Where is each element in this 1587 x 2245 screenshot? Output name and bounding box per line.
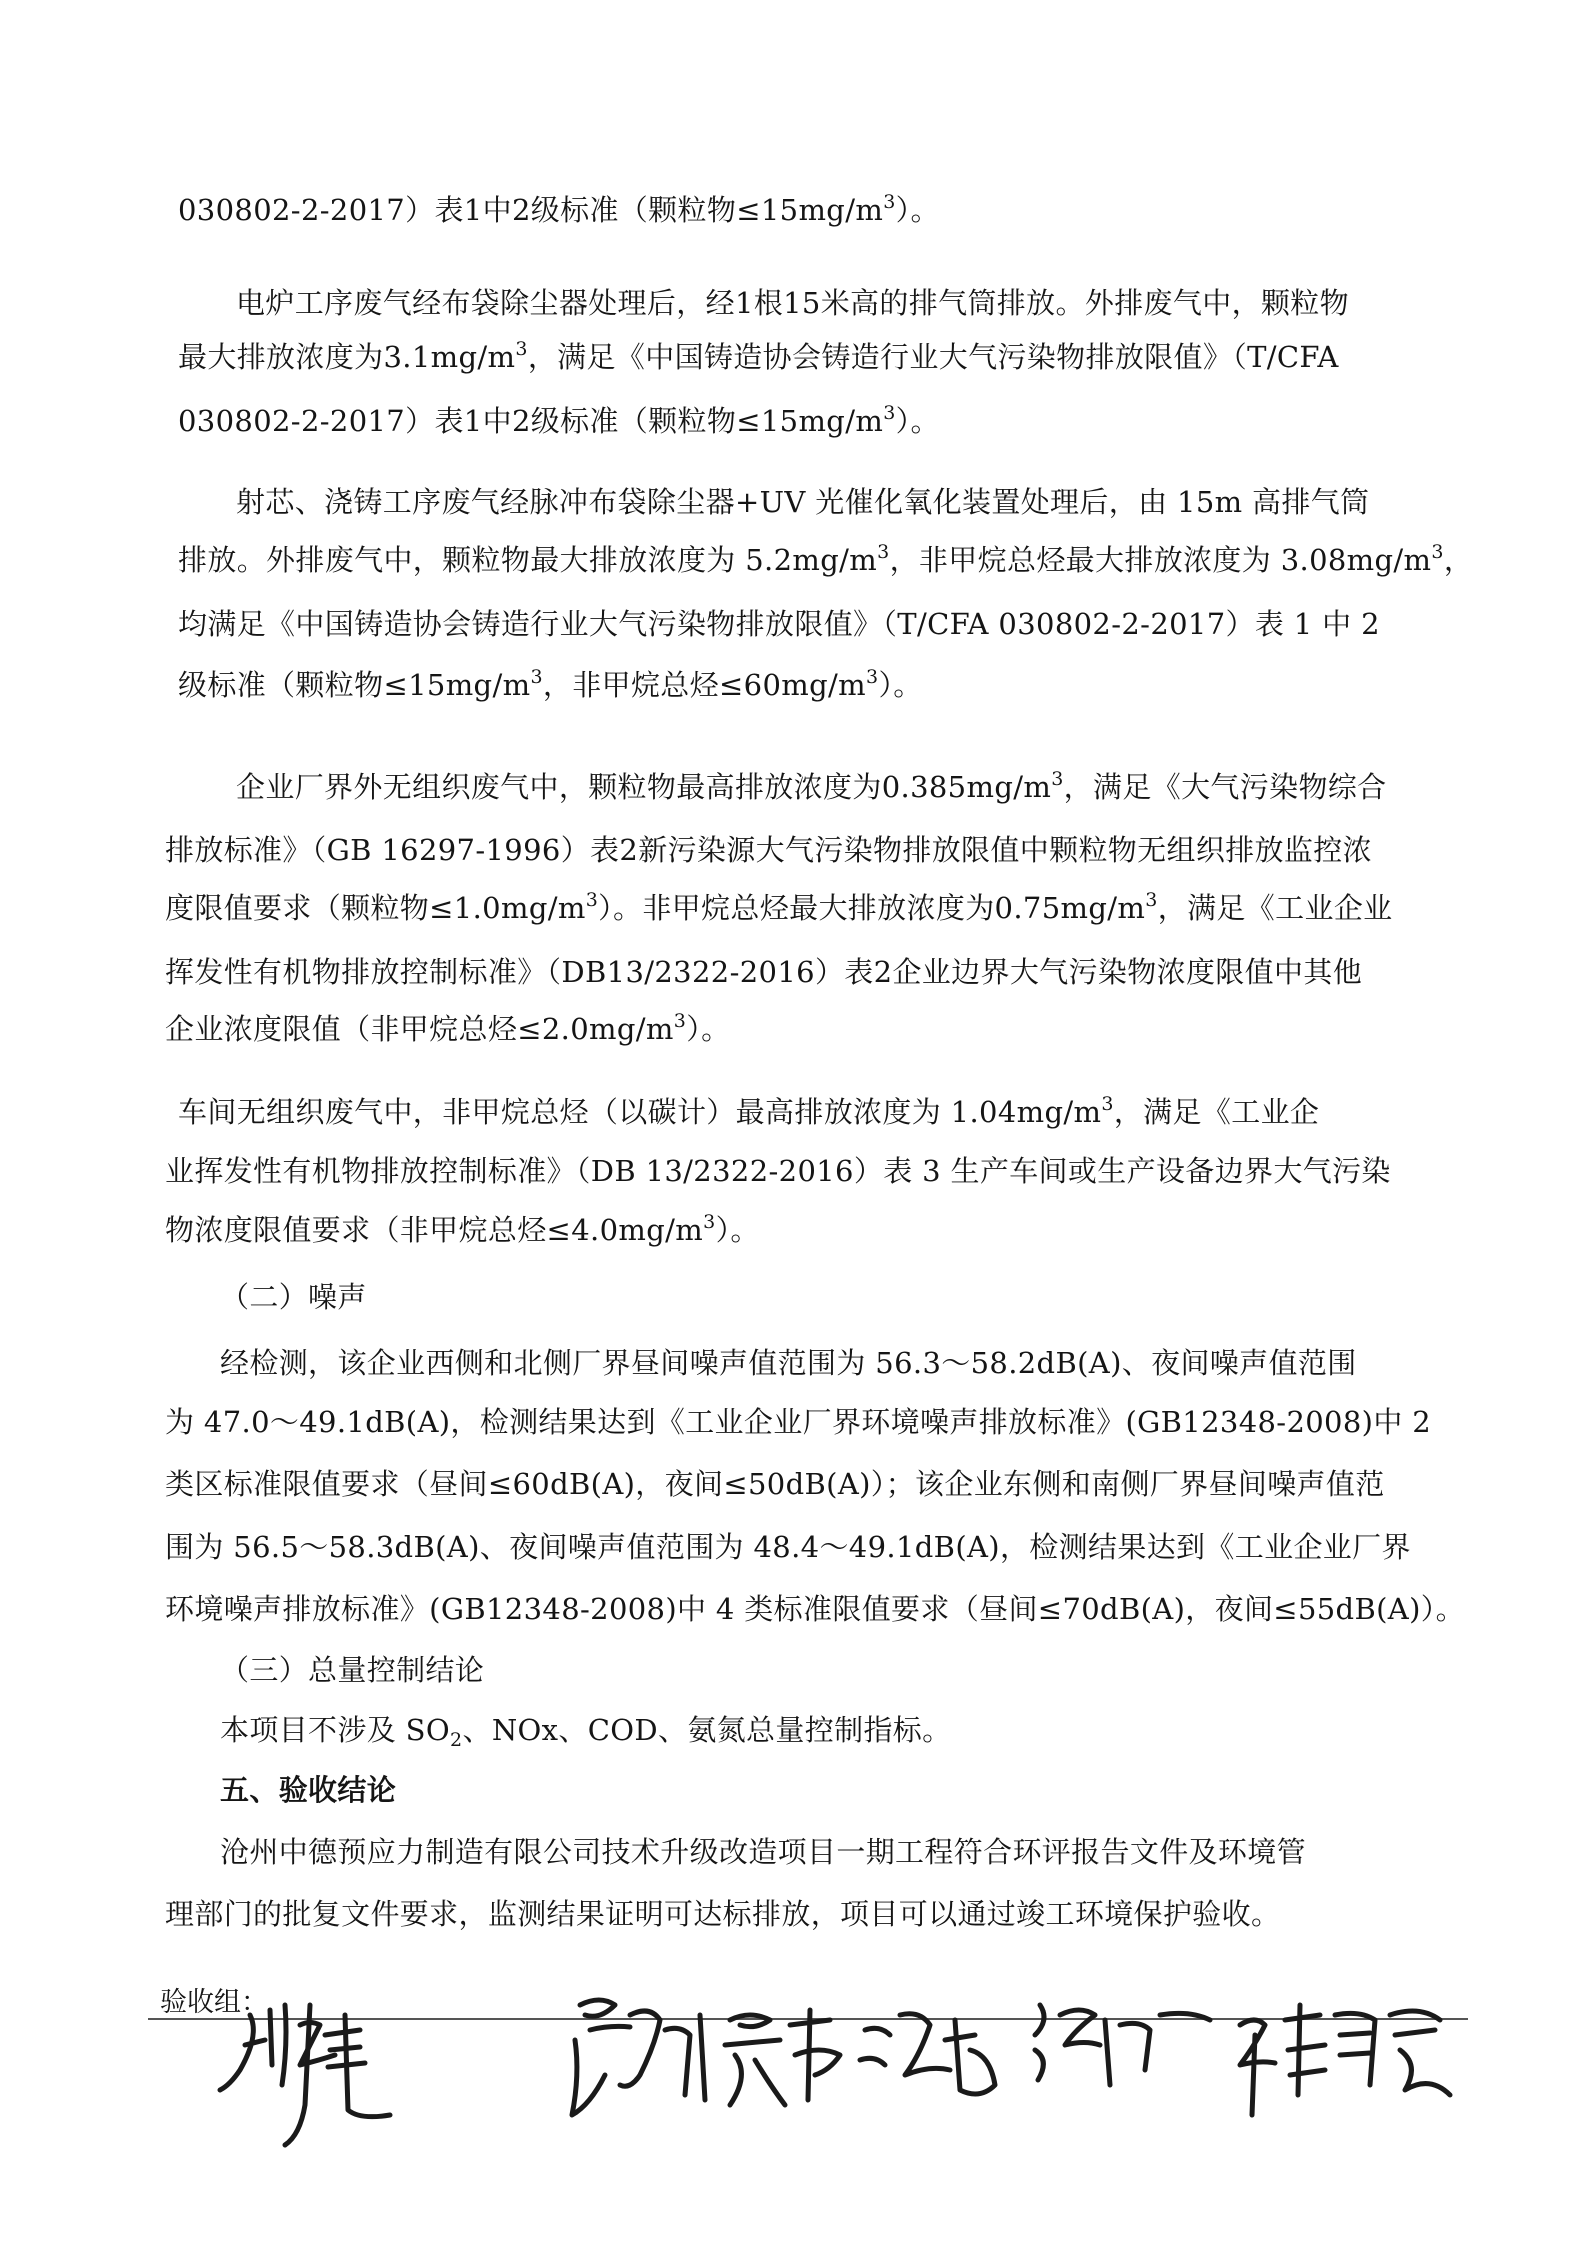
- text-line: 030802-2-2017）表1中2级标准（颗粒物$\le 15mg/m^3$）。: [178, 402, 940, 438]
- text-line: 企业厂界外无组织废气中，颗粒物最高排放浓度为$0.385mg/m^3$，满足《大气污染物综合: [236, 768, 1387, 804]
- text-line: 经检测，该企业西侧和北侧厂界昼间噪声值范围为 56.3～58.2dB(A)、夜间噪声值范围: [220, 1346, 1357, 1380]
- text-line: 本项目不涉及 $SO_2$、NOx、COD、氨氮总量控制指标。: [220, 1713, 952, 1751]
- signature-5: [1035, 2005, 1210, 2085]
- text-line: 类区标准限值要求（昼间≤60dB(A)，夜间≤50dB(A)）；该企业东侧和南侧厂界昼间噪声值范: [165, 1467, 1385, 1501]
- text-line: 均满足《中国铸造协会铸造行业大气污染物排放限值》（T/CFA 030802-2-2017）表 1 中 2: [178, 607, 1380, 641]
- text-line: 车间无组织废气中，非甲烷总烃（以碳计）最高排放浓度为 $1.04mg/m^3$，满足《工业企: [178, 1093, 1320, 1129]
- text-line: 为 47.0～49.1dB(A)，检测结果达到《工业企业厂界环境噪声排放标准》(GB12348-2008)中 2: [165, 1405, 1432, 1439]
- text-line: 电炉工序废气经布袋除尘器处理后，经1根15米高的排气筒排放。外排废气中，颗粒物: [236, 286, 1350, 320]
- text-line: 度限值要求（颗粒物$\le 1.0mg/m^3$）。非甲烷总烃最大排放浓度为$0.75mg/m^3$，满足《工业企业: [165, 889, 1393, 925]
- handwritten-signatures: [160, 1975, 1500, 2175]
- text-line: 排放。外排废气中，颗粒物最大排放浓度为 $5.2mg/m^3$，非甲烷总烃最大排放浓度为 $3.08mg/m^3$，: [178, 541, 1474, 577]
- text-line: 企业浓度限值（非甲烷总烃$\le 2.0mg/m^3$）。: [165, 1010, 731, 1046]
- signature-3: [725, 2010, 840, 2105]
- text-line: 排放标准》（GB 16297-1996）表2新污染源大气污染物排放限值中颗粒物无组织排放监控浓: [165, 833, 1372, 867]
- signature-6: [1240, 2005, 1450, 2115]
- text-line: 030802-2-2017）表1中2级标准（颗粒物$\le 15mg/m^3$）。: [178, 191, 940, 227]
- text-line: 挥发性有机物排放控制标准》（DB13/2322-2016）表2企业边界大气污染物浓度限值中其他: [165, 955, 1363, 989]
- signature-4: [860, 2014, 995, 2094]
- signature-2: [572, 2000, 705, 2115]
- signature-label: 验收组：: [160, 1987, 268, 2018]
- text-line: 围为 56.5～58.3dB(A)、夜间噪声值范围为 48.4～49.1dB(A)，检测结果达到《工业企业厂界: [165, 1530, 1411, 1564]
- text-line: 最大排放浓度为$3.1mg/m^3$，满足《中国铸造协会铸造行业大气污染物排放限值》（T/CFA: [178, 338, 1339, 374]
- text-line: 级标准（颗粒物$\le 15mg/m^3$，非甲烷总烃$\le 60mg/m^3$）。: [178, 666, 923, 702]
- text-line: 理部门的批复文件要求，监测结果证明可达标排放，项目可以通过竣工环境保护验收。: [165, 1897, 1281, 1931]
- text-line: 射芯、浇铸工序废气经脉冲布袋除尘器+UV 光催化氧化装置处理后，由 15m 高排气筒: [236, 485, 1370, 519]
- signature-1: [220, 2005, 390, 2145]
- text-line: 沧州中德预应力制造有限公司技术升级改造项目一期工程符合环评报告文件及环境管: [220, 1835, 1306, 1869]
- section-heading: （三）总量控制结论: [220, 1653, 485, 1687]
- text-line: 业挥发性有机物排放控制标准》（DB 13/2322-2016）表 3 生产车间或生产设备边界大气污染: [165, 1154, 1391, 1188]
- section-heading: （二）噪声: [220, 1280, 367, 1314]
- section-heading: 五、验收结论: [220, 1773, 397, 1807]
- text-line: 物浓度限值要求（非甲烷总烃$\le 4.0mg/m^3$）。: [165, 1211, 760, 1247]
- text-line: 环境噪声排放标准》(GB12348-2008)中 4 类标准限值要求（昼间≤70dB(A)，夜间≤55dB(A)）。: [165, 1592, 1465, 1626]
